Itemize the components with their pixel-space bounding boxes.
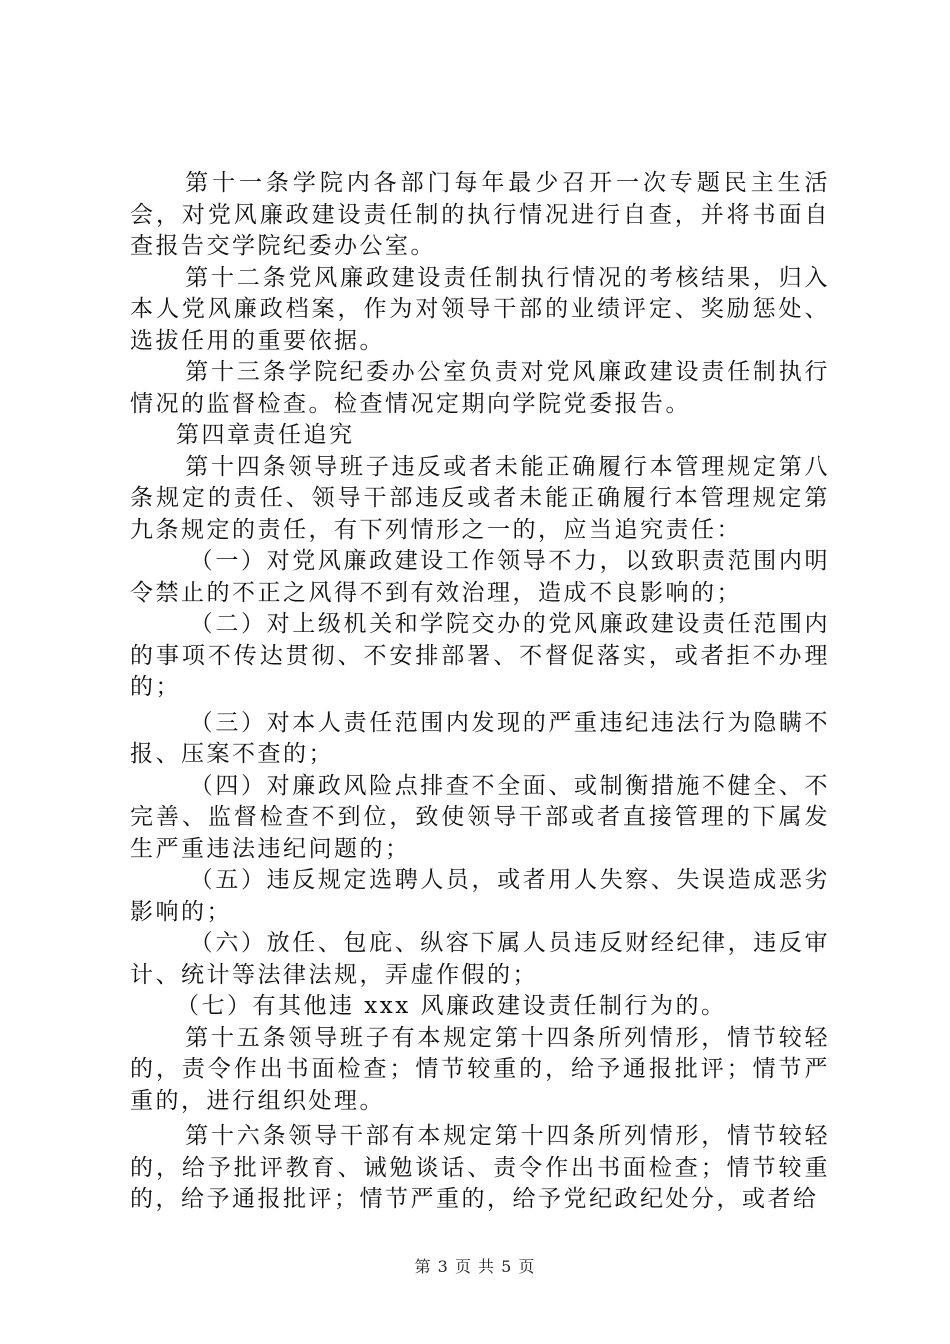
list-item-4: （四）对廉政风险点排查不全面、或制衡措施不健全、不完善、监督检查不到位，致使领导干部或者直接管理的下属发生严重违法违纪问题的； [130,772,830,862]
article-12: 第十二条党风廉政建设责任制执行情况的考核结果，归入本人党风廉政档案，作为对领导干部的业绩评定、奖励惩处、选拔任用的重要依据。 [130,264,830,354]
list-item-7: （七）有其他违 xxx 风廉政建设责任制行为的。 [176,993,727,1019]
article-15: 第十五条领导班子有本规定第十四条所列情形，情节较轻的，责令作出书面检查；情节较重的，给予通报批评；情节严重的，进行组织处理。 [130,1024,830,1114]
page-footer: 第 3 页 共 5 页 [414,1257,536,1276]
article-13: 第十三条学院纪委办公室负责对党风廉政建设责任制执行情况的监督检查。检查情况定期向学院党委报告。 [130,359,830,417]
list-item-2: （二）对上级机关和学院交办的党风廉政建设责任范围内的事项不传达贯彻、不安排部署、不督促落实，或者拒不办理的； [130,611,830,700]
list-item-5: （五）违反规定选聘人员，或者用人失察、失误造成恶劣影响的； [130,867,830,925]
article-14: 第十四条领导班子违反或者未能正确履行本管理规定第八条规定的责任、领导干部违反或者未能正确履行本管理规定第九条规定的责任，有下列情形之一的，应当追究责任： [130,453,830,543]
article-16: 第十六条领导干部有本规定第十四条所列情形，情节较轻的，给予批评教育、诫勉谈话、责令作出书面检查；情节较重的，给予通报批评；情节严重的，给予党纪政纪处分，或者给 [130,1123,830,1212]
list-item-6: （六）放任、包庇、纵容下属人员违反财经纪律，违反审计、统计等法律法规，弄虚作假的； [130,930,830,988]
document-body [130,168,830,1216]
article-11: 第十一条学院内各部门每年最少召开一次专题民主生活会，对党风廉政建设责任制的执行情况进行自查，并将书面自查报告交学院纪委办公室。 [130,170,830,259]
list-item-3: （三）对本人责任范围内发现的严重违纪违法行为隐瞒不报、压案不查的； [130,709,830,767]
chapter-heading: 第四章责任追究 [176,422,355,448]
list-item-1: （一）对党风廉政建设工作领导不力，以致职责范围内明令禁止的不正之风得不到有效治理，造成不良影响的； [130,548,830,606]
